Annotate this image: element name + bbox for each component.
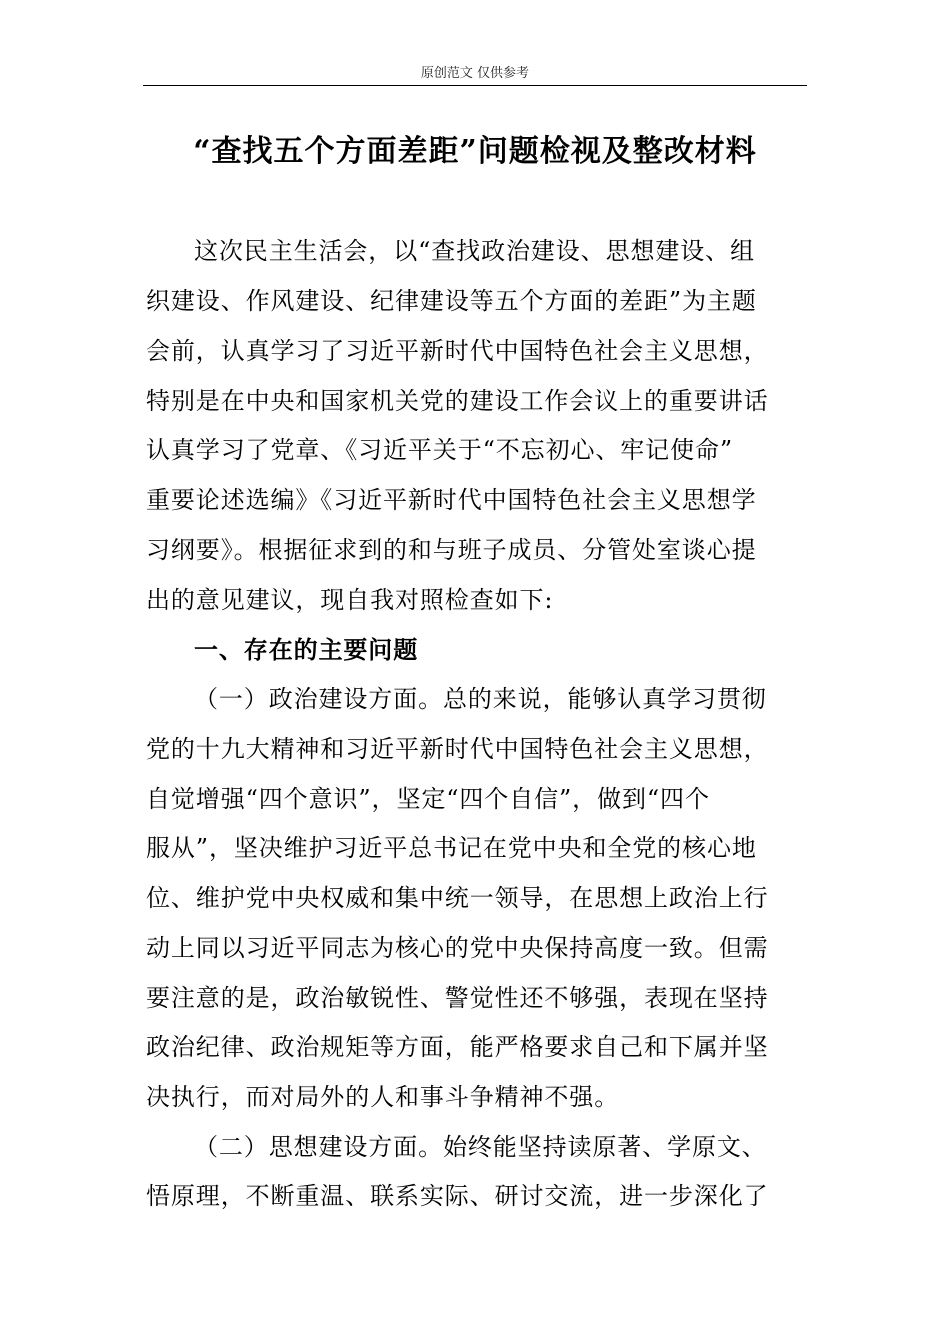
paragraph-line: 习纲要》。根据征求到的和与班子成员、分管处室谈心提: [146, 536, 757, 564]
paragraph-line: 重要论述选编》《习近平新时代中国特色社会主义思想学: [146, 486, 757, 514]
paragraph-line: 党的十九大精神和习近平新时代中国特色社会主义思想，: [146, 735, 769, 763]
header-divider: [143, 85, 807, 86]
paragraph-line: 服从”，坚决维护习近平总书记在党中央和全党的核心地: [146, 834, 757, 862]
paragraph-line: 认真学习了党章、《习近平关于“不忘初心、牢记使命”: [146, 436, 734, 464]
paragraph-line: 位、维护党中央权威和集中统一领导，在思想上政治上行: [146, 884, 769, 912]
paragraph-line: 出的意见建议，现自我对照检查如下:: [146, 586, 554, 614]
page-header: 原创范文 仅供参考: [420, 66, 530, 81]
document-title: “查找五个方面差距”问题检视及整改材料: [193, 134, 757, 169]
section-heading: 一、存在的主要问题: [194, 635, 419, 664]
paragraph-line: 动上同以习近平同志为核心的党中央保持高度一致。但需: [146, 934, 769, 962]
paragraph-line: 政治纪律、政治规矩等方面，能严格要求自己和下属并坚: [146, 1033, 769, 1061]
paragraph-line: 会前，认真学习了习近平新时代中国特色社会主义思想，: [146, 337, 769, 365]
paragraph-line: （一）政治建设方面。总的来说，能够认真学习贯彻: [194, 685, 767, 713]
paragraph-line: 要注意的是，政治敏锐性、警觉性还不够强，表现在坚持: [146, 984, 769, 1012]
paragraph-line: 特别是在中央和国家机关党的建设工作会议上的重要讲话: [146, 387, 769, 415]
paragraph-line: 自觉增强“四个意识”，坚定“四个自信”，做到“四个: [146, 785, 710, 813]
paragraph-line: （二）思想建设方面。始终能坚持读原著、学原文、: [194, 1133, 767, 1161]
paragraph-line: 这次民主生活会，以“查找政治建设、思想建设、组: [194, 237, 755, 265]
paragraph-line: 织建设、作风建设、纪律建设等五个方面的差距”为主题: [146, 287, 757, 315]
paragraph-line: 决执行，而对局外的人和事斗争精神不强。: [146, 1083, 620, 1111]
paragraph-line: 悟原理，不断重温、联系实际、研讨交流，进一步深化了: [146, 1182, 769, 1210]
